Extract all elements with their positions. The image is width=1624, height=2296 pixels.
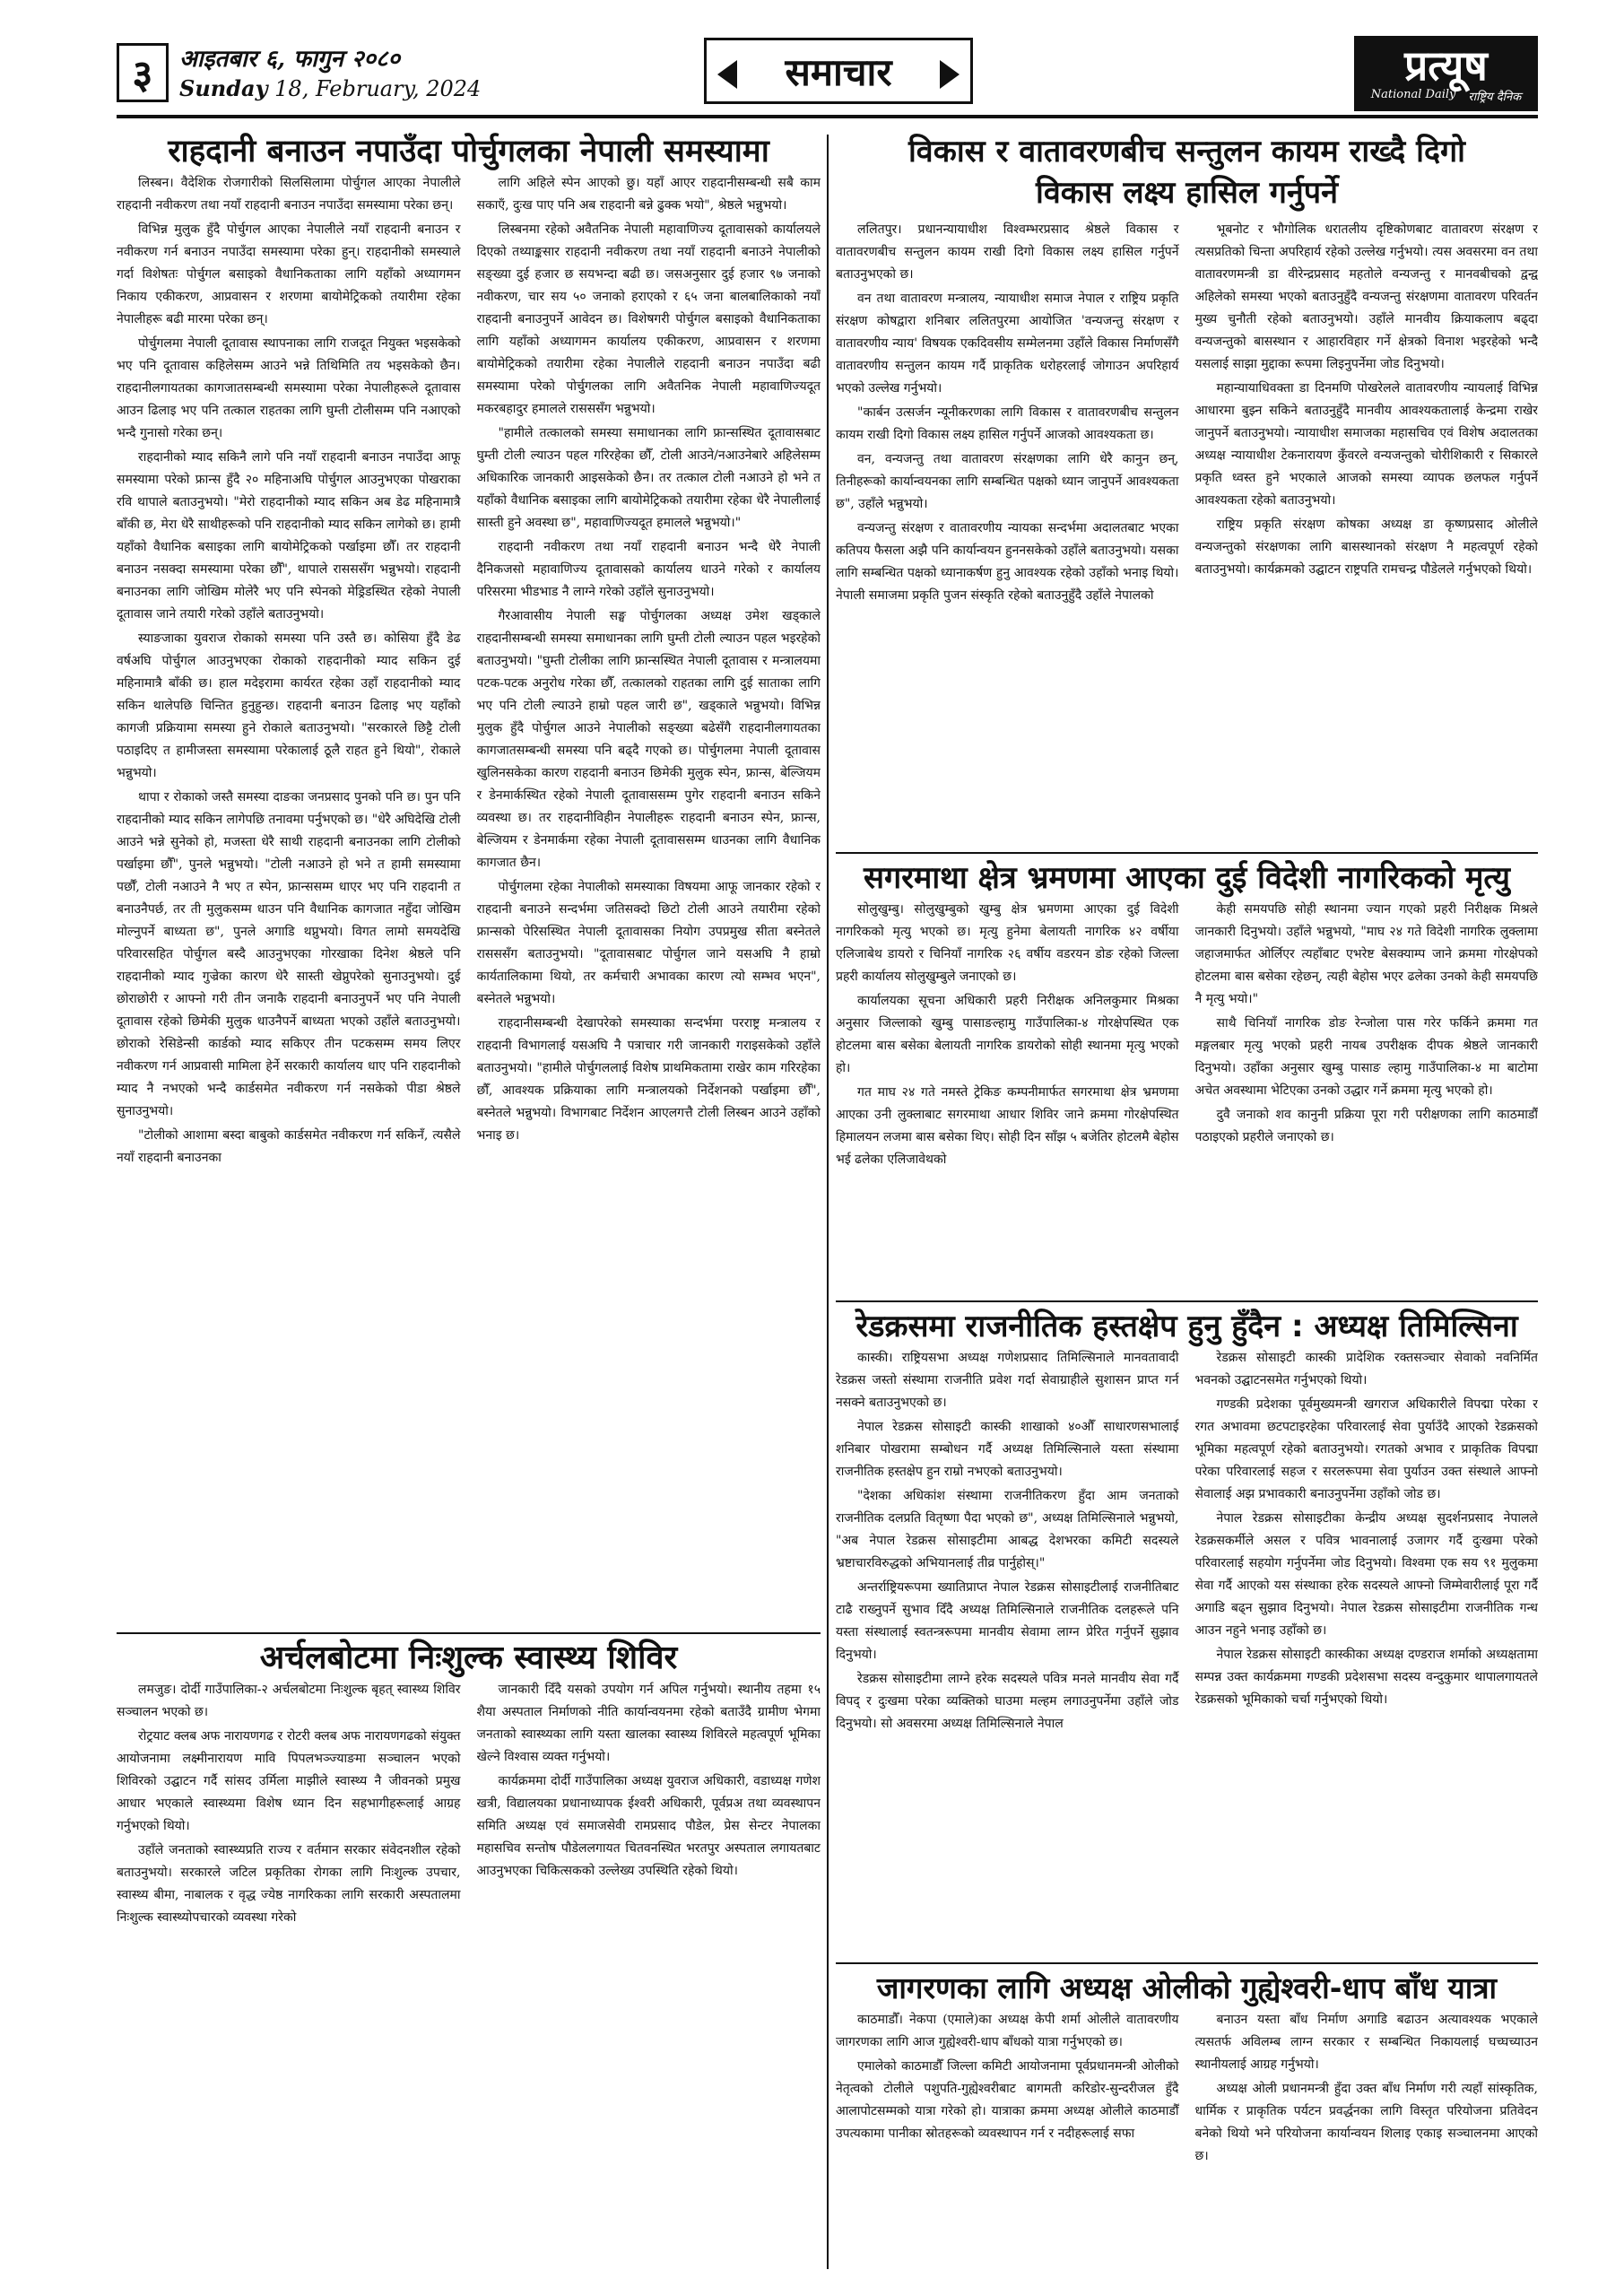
paragraph: लमजुङ। दोर्दी गाउँपालिका-२ अर्चलबोटमा निःशुल्क बृहत् स्वास्थ्य शिविर सञ्चालन भएको छ। <box>117 1683 461 1719</box>
paragraph: सोलुखुम्बु। सोलुखुम्बुको खुम्बु क्षेत्र भ्रमणमा आएका दुई विदेशी नागरिकको मृत्यु भएको छ। मृत्यु हुनेमा बेलायती नागरिक ४२ वर्षीया एलिजाबेथ डायरो र चिनियाँ नागरिक २६ वर्षीय वडरयन डोङ रहेको जिल्ला प्रहरी कार्यालय सोलुखुम्बुले जनाएको छ। <box>836 902 1179 984</box>
section-rule <box>836 1962 1538 1964</box>
date-nepali: आइतबार ६, फागुन २०८० <box>179 46 401 73</box>
paragraph: लिस्बन। वैदेशिक रोजगारीको सिलसिलामा पोर्चुगल आएका नेपालीले राहदानी नवीकरण तथा नयाँ राहदानी बनाउन नपाउँदा समस्यामा परेका छन्। <box>117 176 461 213</box>
paragraph: नेपाल रेडक्रस सोसाइटीका केन्द्रीय अध्यक्ष सुदर्शनप्रसाद नेपालले रेडक्रसकर्मीले असल र पवित्र भावनालाई उजागर गर्दै दुःखमा परेको परिवारलाई सहयोग गर्नुपर्नेमा जोड दिनुभयो। विश्वमा एक सय ९१ मुलुकमा सेवा गर्दै आएको यस संस्थाका हरेक सदस्यले आफ्नो जिम्मेवारीलाई पूरा गर्दै अगाडि बढ्न सुझाव दिनुभयो। नेपाल रेडक्रस सोसाइटीमा राजनीतिक गन्ध आउन नहुने भनाइ उहाँको छ। <box>1194 1511 1538 1638</box>
paragraph: नेपाल रेडक्रस सोसाइटी कास्की शाखाको ४०औँ साधारणसभालाई शनिबार पोखरामा सम्बोधन गर्दै अध्यक्ष तिमिल्सिनाले यस्ता संस्थामा राजनीतिक हस्तक्षेप हुन राम्रो नभएको बताउनुभयो। <box>836 1420 1179 1479</box>
article-column <box>836 2009 1179 2267</box>
newspaper-logo: प्रत्यूष National Daily राष्ट्रिय दैनिक <box>1354 36 1538 111</box>
article-health-camp <box>117 1638 821 2266</box>
headline: जागरणका लागि अध्यक्ष ओलीको गुह्येश्वरी-धाप बाँध यात्रा <box>876 1970 1498 2005</box>
paragraph: नेपाल रेडक्रस सोसाइटी कास्कीका अध्यक्ष दण्डराज शर्माको अध्यक्षतामा सम्पन्न उक्त कार्यक्रममा गण्डकी प्रदेशसभा सदस्य वन्दुकुमार थापालगायतले रेडक्रसको भूमिकाको चर्चा गर्नुभएको थियो। <box>1194 1648 1538 1707</box>
paragraph: गण्डकी प्रदेशका पूर्वमुख्यमन्त्री खगराज अधिकारीले विपद्मा परेका र रगत अभावमा छटपटाइरहेका परिवारलाई सेवा पुर्याउँदै आएको रेडक्रसको भूमिका महत्वपूर्ण रहेको बताउनुभयो। रगतको अभाव र प्राकृतिक विपद्मा परेका परिवारलाई सहज र सरलरूपमा सेवा पुर्याउन उक्त संस्थाले आफ्नो सेवालाई अझ प्रभावकारी बनाउनुपर्नेमा उहाँको जोड छ। <box>1194 1397 1538 1501</box>
paragraph: पोर्चुगलमा नेपाली दूतावास स्थापनाका लागि राजदूत नियुक्त भइसकेको भए पनि दूतावास कहिलेसम्म आउने भन्ने तिथिमिति तय भइसकेको छैन। राहदानीलगायतका कागजातसम्बन्धी समस्यामा परेका नेपालीहरूले दूतावास आउन ढिलाइ भए पनि तत्काल राहतका लागि घुम्ती टोलीसम्म पनि नआएको भन्दै गुनासो गरेका छन्। <box>117 336 461 440</box>
paragraph: कास्की। राष्ट्रियसभा अध्यक्ष गणेशप्रसाद तिमिल्सिनाले मानवतावादी रेडक्रस जस्तो संस्थामा राजनीति प्रवेश गर्दा सेवाग्राहीले सुशासन प्राप्त गर्न नसक्ने बताउनुभएको छ। <box>836 1351 1179 1410</box>
paragraph: पोर्चुगलमा रहेका नेपालीको समस्याका विषयमा आफू जानकार रहेको र राहदानी बनाउने सन्दर्भमा जतिसक्दो छिटो टोली आउने तयारीमा रहेको फ्रान्सको पेरिसस्थित नेपाली दूतावासका नियोग उपप्रमुख सीता बस्नेतले रासससँग बताउनुभयो। "दूतावासबाट पोर्चुगल जाने यसअघि नै हाम्रो कार्यतालिकामा थियो, तर कर्मचारी अभावका कारण त्यो सम्भव भएन", बस्नेतले भन्नुभयो। <box>476 880 821 1006</box>
paragraph: राहदानी नवीकरण तथा नयाँ राहदानी बनाउन भन्दै धेरै नेपाली दैनिकजसो महावाणिज्य दूतावासको कार्यालय धाउने गरेको र कार्यालय परिसरमा भीडभाड नै लाग्ने गरेको उहाँले सुनाउनुभयो। <box>476 540 821 599</box>
article-column <box>1195 219 1539 847</box>
headline: सगरमाथा क्षेत्र भ्रमणमा आएका दुई विदेशी नागरिकको मृत्यु <box>863 860 1511 896</box>
article-column <box>117 172 461 1625</box>
article-column <box>1195 899 1539 1290</box>
headline: रेडक्रसमा राजनीतिक हस्तक्षेप हुनु हुँदैन : अध्यक्ष तिमिल्सिना <box>855 1309 1518 1344</box>
paragraph: लागि अहिले स्पेन आएको छु। यहाँ आएर राहदानीसम्बन्धी सबै काम सकाएँ, दुःख पाए पनि अब राहदानी बन्ने ढुक्क भयो", श्रेष्ठले भन्नुभयो। <box>476 176 821 213</box>
date-english: Sunday 18, February, 2024 <box>179 75 482 101</box>
paragraph: राष्ट्रिय प्रकृति संरक्षण कोषका अध्यक्ष डा कृष्णप्रसाद ओलीले वन्यजन्तुको संरक्षणका लागि बासस्थानको संरक्षण नै महत्वपूर्ण रहेको बताउनुभयो। कार्यक्रमको उद्घाटन राष्ट्रपति रामचन्द्र पौडेलले गर्नुभएको थियो। <box>1194 517 1538 577</box>
headline: अर्चलबोटमा निःशुल्क स्वास्थ्य शिविर <box>259 1639 678 1676</box>
paragraph: राहदानीसम्बन्धी देखापरेको समस्याका सन्दर्भमा परराष्ट्र मन्त्रालय र राहदानी विभागलाई यसअघि नै पत्राचार गरी जानकारी गराइसकेको उहाँले बताउनुभयो। "हामीले पोर्चुगललाई विशेष प्राथमिकतामा राखेर काम गरिरहेका छौँ, आवश्यक प्रक्रियाका लागि मन्त्रालयको निर्देशनको पर्खाइमा छौँ", बस्नेतले भन्नुभयो। विभागबाट निर्देशन आएलगत्तै टोली लिस्बन आउने उहाँको भनाइ छ। <box>476 1016 821 1143</box>
column-divider <box>827 135 829 2269</box>
article-oli-dam-walk <box>836 1968 1538 2273</box>
paragraph: कार्यालयका सूचना अधिकारी प्रहरी निरीक्षक अनिलकुमार मिश्रका अनुसार जिल्लाको खुम्बु पासाङल्हामु गाउँपालिका-४ गोरक्षेपस्थित एक होटलमा बास बसेका बेलायती नागरिक डायरोको सोही स्थानमा मृत्यु भएको हो। <box>836 994 1179 1075</box>
arrow-right-icon <box>940 60 960 89</box>
paragraph: रेडक्रस सोसाइटी कास्की प्रादेशिक रक्तसञ्चार सेवाको नवनिर्मित भवनको उद्घाटनसमेत गर्नुभएको थियो। <box>1194 1351 1538 1387</box>
paragraph: केही समयपछि सोही स्थानमा ज्यान गएको प्रहरी निरीक्षक मिश्रले जानकारी दिनुभयो। उहाँले भन्नुभयो, "माघ २४ गते विदेशी नागरिक लुक्लामा जहाजमार्फत ओर्लिएर त्यहाँबाट एभरेष्ट बेसक्याम्प जाने क्रममा गोरक्षेपको होटलमा बास बसेका रहेछन्, त्यही बेहोस भएर ढलेका उनको केही समयपछि नै मृत्यु भयो।" <box>1194 902 1538 1006</box>
paragraph: महान्यायाधिवक्ता डा दिनमणि पोखरेलले वातावरणीय न्यायलाई विभिन्न आधारमा बुझ्न सकिने बताउनुहुँदै मानवीय आवश्यकतालाई केन्द्रमा राखेर जानुपर्ने बताउनुभयो। न्यायाधीश समाजका महासचिव एवं विशेष अदालतका अध्यक्ष न्यायाधीश टेकनारायण कुँवरले वन्यजन्तुको चोरीशिकारी र सिकारले प्रकृति ध्वस्त हुने भएकाले आजको समस्या व्यापक छलफल गर्नुपर्ने आवश्यकता रहेको बताउनुभयो। <box>1194 381 1538 508</box>
article-column <box>836 219 1179 847</box>
section-rule <box>836 1300 1538 1302</box>
section-rule <box>836 852 1538 854</box>
article-everest-deaths <box>836 857 1538 1297</box>
headline: राहदानी बनाउन नपाउँदा पोर्चुगलका नेपाली समस्यामा <box>168 134 769 170</box>
article-column <box>117 1679 461 2262</box>
paragraph: स्याङजाका युवराज रोकाको समस्या पनि उस्तै छ। कोसिया हुँदै डेढ वर्षअघि पोर्चुगल आउनुभएका रोकाको राहदानीको म्याद सकिन दुई महिनामात्रै बाँकी छ। हाल मदेइरामा कार्यरत रहेका उहाँ राहदानीको म्याद सकिन थालेपछि चिन्तित हुनुहुन्छ। राहदानी बनाउन ढिलाइ भए यहाँको कागजी प्रक्रियामा समस्या हुने रोकाले बताउनुभयो। "सरकारले छिट्टै टोली पठाइदिए त हामीजस्ता समस्यामा परेकालाई ठूलै राहत हुने थियो", रोकाले भन्नुभयो। <box>117 631 461 780</box>
page-number: ३ <box>117 43 169 102</box>
paragraph: राहदानीको म्याद सकिनै लागे पनि नयाँ राहदानी बनाउन नपाउँदा आफू समस्यामा परेको फ्रान्स हुँदै २० महिनाअघि पोर्चुगल आउनुभएका पोखराका रवि थापाले बताउनुभयो। "मेरो राहदानीको म्याद सकिन अब डेढ महिनामात्रै बाँकी छ, मेरा धेरै साथीहरूको पनि राहदानीको म्याद सकिन लागेको छ। हामी यहाँको वैधानिक बसाइका लागि बायोमेट्रिकको पर्खाइमा छौँ। तर राहदानी बनाउन नसक्दा समस्यामा परेका छौँ", थापाले रासससँग भन्नुभयो। राहदानी बनाउनका लागि जोखिम मोलेरै भए पनि स्पेनको मेड्रिडस्थित रहेको नेपाली दूतावास जाने तयारी गरेको उहाँले बताउनुभयो। <box>117 450 461 622</box>
paragraph: दुवै जनाको शव कानुनी प्रक्रिया पूरा गरी परीक्षणका लागि काठमाडौँ पठाइएको प्रहरीले जनाएको छ। <box>1194 1108 1538 1144</box>
paragraph: गैरआवासीय नेपाली सङ्घ पोर्चुगलका अध्यक्ष उमेश खड्काले राहदानीसम्बन्धी समस्या समाधानका लागि घुम्ती टोली ल्याउन पहल भइरहेको बताउनुभयो। "घुम्ती टोलीका लागि फ्रान्सस्थित नेपाली दूतावास र मन्त्रालयमा पटक-पटक अनुरोध गरेका छौँ, तत्कालको राहतका लागि दुई साताका लागि भए पनि टोली ल्याउने हाम्रो पहल जारी छ", खड्काले भन्नुभयो। विभिन्न मुलुक हुँदै पोर्चुगल आउने नेपालीको सङ्ख्या बढेसँगै राहदानीलगायतका कागजातसम्बन्धी समस्या पनि बढ्दै गएको छ। पोर्चुगलमा नेपाली दूतावास खुलिनसकेका कारण राहदानी बनाउन छिमेकी मुलुक स्पेन, फ्रान्स, बेल्जियम र डेनमार्कस्थित रहेको नेपाली दूतावाससम्म पुगेर राहदानी बनाउन सकिने व्यवस्था छ। तर राहदानीविहीन नेपालीहरू राहदानी बनाउन स्पेन, फ्रान्स, बेल्जियम र डेनमार्कमा रहेका नेपाली दूतावाससम्म धाउनका लागि वैधानिक कागजात छैन। <box>476 609 821 870</box>
paragraph: अन्तर्राष्ट्रियरूपमा ख्यातिप्राप्त नेपाल रेडक्रस सोसाइटीलाई राजनीतिबाट टाढै राख्नुपर्ने सुभाव दिँदै अध्यक्ष तिमिल्सिनाले राजनीतिक दलहरूले पनि यस्ता संस्थालाई स्वतन्त्ररूपमा मानवीय सेवामा लाग्न प्रेरित गर्नुपर्ने सुझाव दिनुभयो। <box>836 1580 1179 1662</box>
paragraph: बनाउन यस्ता बाँध निर्माण अगाडि बढाउन अत्यावश्यक भएकाले त्यसतर्फ अविलम्ब लाग्न सरकार र सम्बन्धित निकायलाई घच्घच्याउन स्थानीयलाई आग्रह गर्नुभयो। <box>1194 2013 1538 2072</box>
paragraph: विभिन्न मुलुक हुँदै पोर्चुगल आएका नेपालीले नयाँ राहदानी बनाउन र नवीकरण गर्न बनाउन नपाउँदा समस्यामा परेका हुन्। राहदानीको समस्याले गर्दा विशेषतः पोर्चुगल बसाइको वैधानिकताका लागि यहाँको अध्यागमन निकाय एकीकरण, आप्रवासन र शरणमा बायोमेट्रिकको तयारीमा रहेका नेपालीहरू बढी मारमा परेका छन्। <box>117 222 461 326</box>
paragraph: गत माघ २४ गते नमस्ते ट्रेकिङ कम्पनीमार्फत सगरमाथा क्षेत्र भ्रमणमा आएका उनी लुक्लाबाट सगरमाथा आधार शिविर जाने क्रममा गोरक्षेपस्थित हिमालयन लजमा बास बसेका थिए। सोही दिन साँझ ५ बजेतिर होटलमै बेहोस भई ढलेका एलिजावेथको <box>836 1085 1179 1167</box>
paragraph: "देशका अधिकांश संस्थामा राजनीतिकरण हुँदा आम जनताको राजनीतिक दलप्रति वितृष्णा पैदा भएको छ", अध्यक्ष तिमिल्सिनाले भन्नुभयो, "अब नेपाल रेडक्रस सोसाइटीमा आबद्ध देशभरका कमिटी सदस्यले भ्रष्टाचारविरुद्धको अभियानलाई तीव्र पार्नुहोस्।" <box>836 1489 1179 1570</box>
article-column <box>836 899 1179 1290</box>
paragraph: काठमाडौँ। नेकपा (एमाले)का अध्यक्ष केपी शर्मा ओलीले वातावरणीय जागरणका लागि आज गुह्येश्वरी-धाप बाँधको यात्रा गर्नुभएको छ। <box>836 2013 1179 2049</box>
article-column <box>1195 2009 1539 2267</box>
article-column <box>477 1679 821 2262</box>
paragraph: जानकारी दिँदै यसको उपयोग गर्न अपिल गर्नुभयो। स्थानीय तहमा १५ शैया अस्पताल निर्माणको नीति कार्यान्वयनमा रहेको बताउँदै ग्रामीण भेगमा जनताको स्वास्थ्यका लागि यस्ता खालका स्वास्थ्य शिविरले महत्वपूर्ण भूमिका खेल्ने विश्वास व्यक्त गर्नुभयो। <box>476 1683 821 1764</box>
paragraph: थापा र रोकाको जस्तै समस्या दाङका जनप्रसाद पुनको पनि छ। पुन पनि राहदानीको म्याद सकिन लागेपछि तनावमा पर्नुभएको छ। "धेरै अघिदेखि टोली आउने भन्ने सुनेको हो, मजस्ता धेरै साथी राहदानी बनाउनका लागि टोलीको पर्खाइमा छौँ", पुनले भन्नुभयो। "टोली नआउने हो भने त हामी समस्यामा पर्छौँ, टोली नआउने नै भए त स्पेन, फ्रान्ससम्म धाएर भए पनि राहदानी त बनाउनैपर्छ, तर ती मुलुकसम्म धाउन पनि वैधानिक कागजात नहुँदा जोखिम मोल्नुपर्ने बाध्यता छ", पुनले अगाडि थप्नुभयो। विगत लामो समयदेखि परिवारसहित पोर्चुगल बस्दै आउनुभएका गोरखाका दिनेश श्रेष्ठले पनि राहदानीको म्याद गुज्रेका कारण धेरै सास्ती खेप्नुपरेको सुनाउनुभयो। दुई छोराछोरी र आफ्नो गरी तीन जनाकै राहदानी बनाउनुपर्ने भए पनि नेपाली दूतावास रहेको छिमेकी मुलुक धाउनैपर्ने बाध्यता भएको उहाँले बताउनुभयो। छोराको रेसिडेन्सी कार्डको म्याद सकिएर तीन पटकसम्म समय लिएर नवीकरण गर्न आप्रवासी मामिला हेर्ने सरकारी कार्यालय धाए पनि राहदानीको म्याद नै नभएको भन्दै कार्डसमेत नवीकरण गर्न नसकेको पीडा श्रेष्ठले सुनाउनुभयो। <box>117 790 461 1118</box>
paragraph: रोट्रयाट क्लब अफ नारायणगढ र रोटरी क्लब अफ नारायणगढको संयुक्त आयोजनामा लक्ष्मीनारायण मावि पिपलभञ्ज्याङमा सञ्चालन भएको शिविरको उद्घाटन गर्दै सांसद उर्मिला माझीले स्वास्थ्य नै जीवनको प्रमुख आधार भएकाले स्वास्थ्यमा विशेष ध्यान दिन सहभागीहरूलाई आग्रह गर्नुभएको थियो। <box>117 1729 461 1833</box>
paragraph: उहाँले जनताको स्वास्थ्यप्रति राज्य र वर्तमान सरकार संवेदनशील रहेको बताउनुभयो। सरकारले जटिल प्रकृतिका रोगका लागि निःशुल्क उपचार, स्वास्थ्य बीमा, नाबालक र वृद्ध ज्येष्ठ नागरिकका लागि सरकारी अस्पतालमा निःशुल्क स्वास्थ्योपचारको व्यवस्था गरेको <box>117 1843 461 1925</box>
article-column <box>836 1347 1179 1953</box>
paragraph: भूबनोट र भौगोलिक धरातलीय दृष्टिकोणबाट वातावरण संरक्षण र त्यसप्रतिको चिन्ता अपरिहार्य रहेको उल्लेख गर्नुभयो। त्यस अवसरमा वन तथा वातावरणमन्त्री डा वीरेन्द्रप्रसाद महतोले वन्यजन्तु र मानवबीचको द्वन्द्व अहिलेको समस्या भएको बताउनुहुँदै वन्यजन्तु संरक्षणमा वातावरण परिवर्तन मुख्य चुनौती रहेको बताउनुभयो। उहाँले मानवीय क्रियाकलाप बढ्दा वन्यजन्तुको बासस्थान र आहारविहार गर्ने क्षेत्रको विनाश भइरहेको भन्दै यसलाई साझा मुद्दाका रूपमा लिइनुपर्नेमा जोड दिनुभयो। <box>1194 222 1538 371</box>
paragraph: रेडक्रस सोसाइटीमा लाग्ने हरेक सदस्यले पवित्र मनले मानवीय सेवा गर्दै विपद् र दुःखमा परेका व्यक्तिको घाउमा मल्हम लगाउनुपर्नेमा उहाँले जोड दिनुभयो। सो अवसरमा अध्यक्ष तिमिल्सिनाले नेपाल <box>836 1672 1179 1731</box>
article-column <box>1195 1347 1539 1953</box>
article-column <box>477 172 821 1625</box>
paragraph: ललितपुर। प्रधानन्यायाधीश विश्वम्भरप्रसाद श्रेष्ठले विकास र वातावरणबीच सन्तुलन कायम राखी दिगो विकास लक्ष्य हासिल गर्नुपर्ने बताउनुभएको छ। <box>836 222 1179 282</box>
article-environment <box>836 131 1538 848</box>
arrow-left-icon <box>717 60 737 89</box>
headline-line-2: विकास लक्ष्य हासिल गर्नुपर्ने <box>1036 175 1338 211</box>
article-portugal-passport <box>117 131 821 1631</box>
article-redcross <box>836 1306 1538 1959</box>
paragraph: साथै चिनियाँ नागरिक डोङ रेन्जोला पास गरेर फर्किने क्रममा गत मङ्गलबार मृत्यु भएको प्रहरी नायब उपरीक्षक दीपक श्रेष्ठले जानकारी दिनुभयो। उहाँका अनुसार खुम्बु पासाङ ल्हामु गाउँपालिका-४ मा बाटोमा अचेत अवस्थामा भेटिएका उनको उद्धार गर्ने क्रममा मृत्यु भएको हो। <box>1194 1016 1538 1098</box>
section-rule <box>117 1632 821 1634</box>
section-label: समाचार <box>704 38 973 104</box>
header-rule <box>117 115 1538 118</box>
paragraph: अध्यक्ष ओली प्रधानमन्त्री हुँदा उक्त बाँध निर्माण गरी त्यहाँ सांस्कृतिक, धार्मिक र प्राकृतिक पर्यटन प्रवर्द्धनका लागि विस्तृत परियोजना प्रतिवेदन बनेको थियो भने परियोजना कार्यान्वयन शिलाइ एकाइ सञ्चालनमा आएको छ। <box>1194 2082 1538 2163</box>
paragraph: कार्यक्रममा दोर्दी गाउँपालिका अध्यक्ष युवराज अधिकारी, वडाध्यक्ष गणेश खत्री, विद्यालयका प्रधानाध्यापक ईश्वरी अधिकारी, पूर्वप्रअ तथा व्यवस्थापन समिति अध्यक्ष एवं समाजसेवी रामप्रसाद पौडेल, प्रेस सेन्टर नेपालका महासचिव सन्तोष पौडेललगायत चितवनस्थित भरतपुर अस्पताल लगायतबाट आउनुभएका चिकित्सकको उल्लेख्य उपस्थिति रहेको थियो। <box>476 1774 821 1878</box>
paragraph: लिस्बनमा रहेको अवैतनिक नेपाली महावाणिज्य दूतावासको कार्यालयले दिएको तथ्याङ्कसार राहदानी नवीकरण तथा नयाँ राहदानी बनाउने नेपालीको सङ्ख्या दुई हजार छ सयभन्दा बढी छ। जसअनुसार दुई हजार ९७ जनाको नवीकरण, चार सय ५० जनाको हराएको र ६५ जना बालबालिकाको नयाँ राहदानी बनाउनुपर्ने आवेदन छ। विशेषगरी पोर्चुगल बसाइको वैधानिकताका लागि यहाँको अध्यागमन कार्यालय एकीकरण, आप्रवासन र शरणमा बायोमेट्रिकको तयारीमा रहेका नेपालीले राहदानी बनाउन नपाउँदा बढी समस्यामा परेको पोर्चुगलका लागि अवैतनिक नेपाली महावाणिज्यदूत मकरबहादुर हमालले रासससँग भन्नुभयो। <box>476 222 821 416</box>
paragraph: "कार्बन उत्सर्जन न्यूनीकरणका लागि विकास र वातावरणबीच सन्तुलन कायम राखी दिगो विकास लक्ष्य हासिल गर्नुपर्ने आजको आवश्यकता छ। <box>836 405 1179 442</box>
paragraph: एमालेको काठमाडौँ जिल्ला कमिटी आयोजनामा पूर्वप्रधानमन्त्री ओलीको नेतृत्वको टोलीले पशुपति-गुह्येश्वरीबाट बागमती करिडोर-सुन्दरीजल हुँदै आलापोटसम्मको यात्रा गरेको हो। यात्राका क्रममा अध्यक्ष ओलीले काठमाडौँ उपत्यकामा पानीका स्रोतहरूको व्यवस्थापन गर्न र नदीहरूलाई सफा <box>836 2059 1179 2141</box>
paragraph: वन्यजन्तु संरक्षण र वातावरणीय न्यायका सन्दर्भमा अदालतबाट भएका कतिपय फैसला अझै पनि कार्यान्वयन हुननसकेको उहाँले बताउनुभयो। यसका लागि सम्बन्धित पक्षको ध्यानाकर्षण हुनु आवश्यक रहेको उहाँको भनाइ थियो। नेपाली समाजमा प्रकृति पुजन संस्कृति रहेको बताउनुहुँदै उहाँले नेपालको <box>836 521 1179 603</box>
paragraph: वन, वन्यजन्तु तथा वातावरण संरक्षणका लागि धेरै कानुन छन्, तिनीहरूको कार्यान्वयनका लागि सम्बन्धित पक्षको ध्यान जानुपर्ने आवश्यकता छ", उहाँले भन्नुभयो। <box>836 452 1179 511</box>
paragraph: "टोलीको आशामा बस्दा बाबुको कार्डसमेत नवीकरण गर्न सकिनँ, त्यसैले नयाँ राहदानी बनाउनका <box>117 1128 461 1165</box>
paragraph: वन तथा वातावरण मन्त्रालय, न्यायाधीश समाज नेपाल र राष्ट्रिय प्रकृति संरक्षण कोषद्वारा शनिबार ललितपुरमा आयोजित 'वन्यजन्तु संरक्षण र वातावरणीय न्याय' विषयक एकदिवसीय सम्मेलनमा उहाँले विकास निर्माणसँगै वातावरणीय सन्तुलन कायम गर्दै प्राकृतिक धरोहरलाई जोगाउन अपरिहार्य भएको उल्लेख गर्नुभयो। <box>836 291 1179 396</box>
paragraph: "हामीले तत्कालको समस्या समाधानका लागि फ्रान्सस्थित दूतावासबाट घुम्ती टोली ल्याउन पहल गरिरहेका छौँ, टोली आउने/नआउनेबारे अहिलेसम्म अधिकारिक जानकारी आइसकेको छैन। तर तत्काल टोली नआउने हो भने त यहाँको वैधानिक बसाइका लागि बायोमेट्रिकको तयारीमा रहेका धेरै नेपालीलाई सास्ती हुने अवस्था छ", महावाणिज्यदूत हमालले भन्नुभयो।" <box>476 426 821 530</box>
headline-line-1: विकास र वातावरणबीच सन्तुलन कायम राख्दै दिगो <box>908 134 1465 170</box>
masthead <box>117 36 1538 126</box>
